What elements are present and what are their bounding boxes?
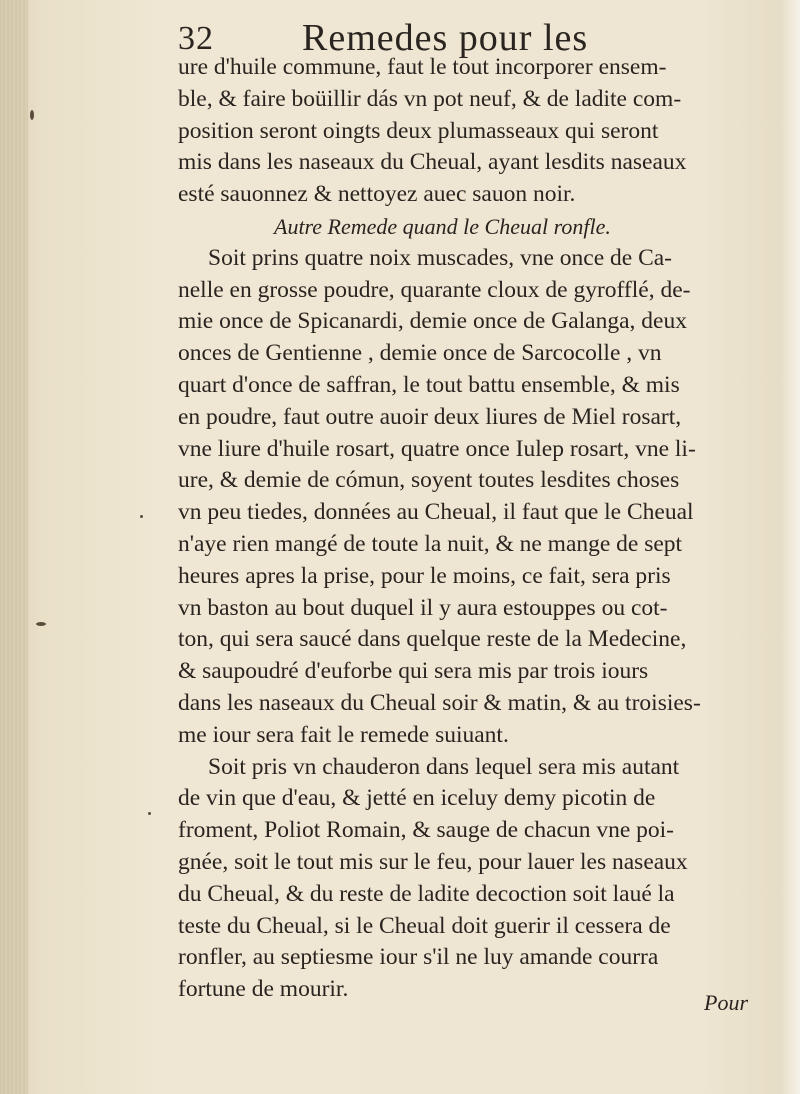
text-line: de vin que d'eau, & jetté en iceluy demy picotin de: [178, 785, 656, 812]
text-line: dans les naseaux du Cheual soir & matin, & au troisies-: [178, 689, 701, 716]
text-line: Soit pris vn chauderon dans lequel sera mis autant: [208, 753, 680, 780]
text-line: ure, & demie de cómun, soyent toutes lesdites choses: [178, 467, 680, 494]
text-line: fortune de mourir.: [178, 976, 349, 1003]
ink-speck: [36, 622, 46, 626]
text-line: n'aye rien mangé de toute la nuit, & ne mange de sept: [178, 530, 683, 557]
text-line: du Cheual, & du reste de ladite decoction soit laué la: [178, 880, 675, 907]
ink-speck: [140, 515, 143, 518]
text-line: teste du Cheual, si le Cheual doit guerir il cessera de: [178, 912, 671, 939]
text-line: me iour sera fait le remede suiuant.: [178, 721, 509, 748]
text-line: mie once de Spicanardi, demie once de Galanga, deux: [178, 308, 687, 335]
running-title: Remedes pour les: [302, 17, 589, 59]
text-line: quart d'once de saffran, le tout battu ensemble, & mis: [178, 371, 680, 398]
text-line: ble, & faire boüillir dás vn pot neuf, & de ladite com-: [178, 85, 682, 112]
text-line: onces de Gentienne , demie once de Sarcocolle , vn: [178, 340, 662, 367]
text-line: position seront oingts deux plumasseaux qui seront: [178, 117, 659, 144]
text-line: ton, qui sera saucé dans quelque reste de la Medecine,: [178, 626, 687, 653]
text-line: en poudre, faut outre auoir deux liures de Miel rosart,: [178, 403, 682, 430]
text-line: & saupoudré d'euforbe qui sera mis par trois iours: [178, 658, 649, 685]
text-line: vne liure d'huile rosart, quatre once Iulep rosart, vne li-: [178, 435, 696, 462]
section-heading: Autre Remede quand le Cheual ronfle.: [274, 213, 611, 239]
catchword: Pour: [704, 990, 748, 1015]
text-line: ure d'huile commune, faut le tout incorporer ensem-: [178, 54, 667, 80]
text-line: heures apres la prise, pour le moins, ce fait, sera pris: [178, 562, 671, 589]
ink-speck: [148, 812, 151, 815]
text-line: froment, Poliot Romain, & sauge de chacun vne poi-: [178, 817, 675, 844]
page-gutter: [0, 0, 28, 1094]
body-text: [178, 52, 758, 1006]
text-line: Soit prins quatre noix muscades, vne once de Ca-: [208, 244, 673, 271]
text-line: mis dans les naseaux du Cheual, ayant lesdits naseaux: [178, 149, 687, 176]
text-line: gnée, soit le tout mis sur le feu, pour lauer les naseaux: [178, 848, 688, 875]
text-line: nelle en grosse poudre, quarante cloux de gyrofflé, de-: [178, 276, 691, 303]
text-line: esté sauonnez & nettoyez auec sauon noir.: [178, 181, 576, 208]
ink-speck: [30, 110, 34, 120]
text-line: ronfler, au septiesme iour s'il ne luy amande courra: [178, 944, 659, 971]
text-line: vn peu tiedes, données au Cheual, il faut que le Cheual: [178, 499, 694, 526]
text-line: vn baston au bout duquel il y aura estouppes ou cot-: [178, 594, 668, 621]
page-number: 32: [178, 20, 214, 57]
